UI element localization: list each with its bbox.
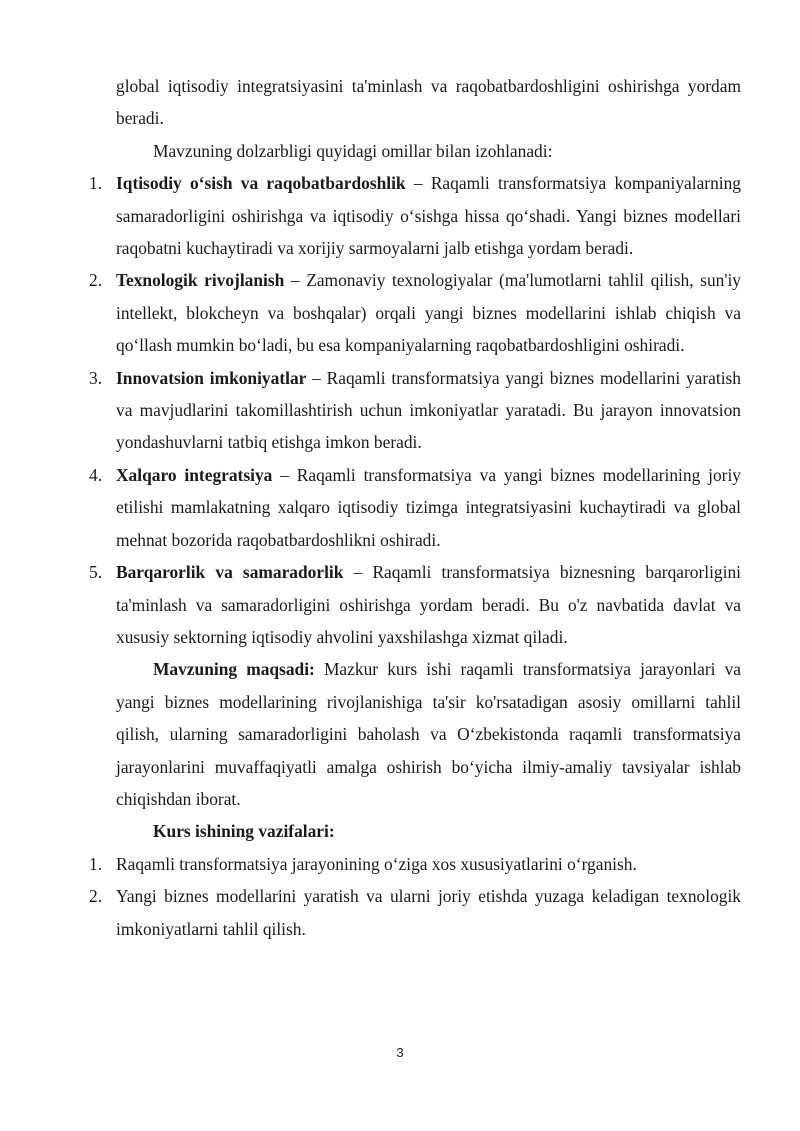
list-number: 2. xyxy=(89,886,103,907)
list-item xyxy=(89,362,742,459)
intro-continuation: global iqtisodiy integratsiyasini ta'minlash va raqobatbardoshligini oshirishga yordam beradi. xyxy=(116,76,741,129)
factor-text: – Zamonaviy texnologiyalar (ma'lumotlarni tahlil qilish, sun'iy intellekt, blokcheyn va boshqalar) orqali yangi biznes modellarini ishlab chiqish va qo‘llash mumkin bo‘ladi, bu esa kompaniyalarning raqobatbardoshligini oshiradi. xyxy=(116,270,741,356)
list-item xyxy=(89,556,741,653)
tasks-list xyxy=(0,848,800,945)
task-text: Raqamli transformatsiya jarayonining o‘ziga xos xususiyatlarini o‘rganish. xyxy=(116,853,637,874)
relevance-factors-list xyxy=(0,167,800,653)
document-page xyxy=(0,70,800,945)
factor-title: Barqarorlik va samaradorlik xyxy=(116,562,344,583)
list-number: 3. xyxy=(89,367,103,388)
factor-text: – Raqamli transformatsiya biznesning barqarorligini ta'minlash va samaradorligini oshirishga yordam beradi. Bu o'z navbatida davlat va xususiy sektorning iqtisodiy ahvolini yaxshilashga xizmat qiladi. xyxy=(116,562,741,647)
factor-text: – Raqamli transformatsiya yangi biznes modellarini yaratish va mavjudlarini takomillashtirish uchun imkoniyatlar yaratadi. Bu jarayon innovatsion yondashuvlarni tatbiq etishga imkon beradi. xyxy=(116,367,742,453)
list-number: 4. xyxy=(89,464,103,485)
list-number: 5. xyxy=(89,562,103,583)
goal-label: Mavzuning maqsadi: xyxy=(153,659,315,680)
goal-text: Mazkur kurs ishi raqamli transformatsiya jarayonlari va yangi biznes modellarining rivojlanishiga ta'sir ko'rsatadigan asosiy omillarni tahlil qilish, ularning samaradorligini baholash va O‘zbekistonda raqamli transformatsiya jarayonlarini muvaffaqiyatli amalga oshirish bo‘yicha ilmiy-amaliy tavsiyalar ishlab chiqishdan iborat. xyxy=(116,659,741,809)
page-number: 3 xyxy=(396,1045,404,1060)
relevance-lead: Mavzuning dolzarbligi quyidagi omillar bilan izohlanadi: xyxy=(153,140,553,161)
factor-title: Texnologik rivojlanish xyxy=(116,270,285,291)
task-text: Yangi biznes modellarini yaratish va ularni joriy etishda yuzaga keladigan texnologik imkoniyatlarni tahlil qilish. xyxy=(116,886,741,939)
goal-paragraph xyxy=(116,653,741,815)
list-number: 1. xyxy=(89,173,103,194)
list-item xyxy=(89,880,741,945)
factor-text: – Raqamli transformatsiya kompaniyalarning samaradorligini oshirishga va iqtisodiy o‘sishga hissa qo‘shadi. Yangi biznes modellari raqobatni kuchaytiradi va xorijiy sarmoyalarni jalb etishga yordam beradi. xyxy=(116,173,741,259)
list-item xyxy=(89,848,741,880)
factor-title: Iqtisodiy o‘sish va raqobatbardoshlik xyxy=(116,173,406,194)
tasks-heading: Kurs ishining vazifalari: xyxy=(153,821,335,842)
list-number: 1. xyxy=(89,853,103,874)
factor-text: – Raqamli transformatsiya va yangi biznes modellarining joriy etilishi mamlakatning xalqaro iqtisodiy tizimga integratsiyasini kuchaytiradi va global mehnat bozorida raqobatbardoshlikni oshiradi. xyxy=(116,464,741,550)
factor-title: Xalqaro integratsiya xyxy=(116,464,273,485)
list-number: 2. xyxy=(89,270,103,291)
list-item xyxy=(89,459,741,556)
list-item xyxy=(89,167,741,264)
list-item xyxy=(89,264,741,361)
factor-title: Innovatsion imkoniyatlar xyxy=(116,367,307,388)
